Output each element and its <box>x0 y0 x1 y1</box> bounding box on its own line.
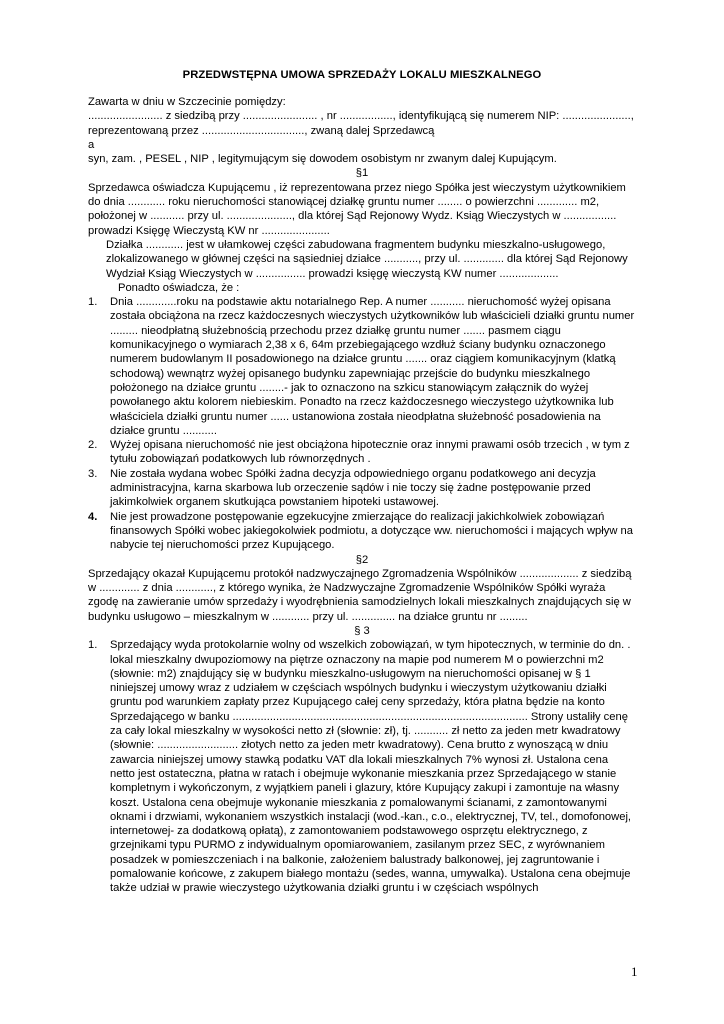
intro-line-1: Zawarta w dniu w Szczecinie pomiędzy: <box>88 96 286 108</box>
item-number: 1. <box>88 296 98 309</box>
intro-and: a <box>88 138 95 151</box>
section-1-paragraph-2: Działka ............ jest w ułamkowej części zabudowana fragmentem budynku mieszkalno-usługowego, zlokalizowanego w głównej części na sąsiedniej działce ..........., przy ul. ............. dla której Sąd Rejonowy Wydział Ksiąg Wieczystych w ................ prowadzi księgę wieczystą KW numer ................... <box>106 238 628 280</box>
item-text: Sprzedający wyda protokolarnie wolny od wszelkich zobowiązań, w tym hipotecznych, w terminie do dn. . lokal mieszkalny dwupoziomowy na piętrze oznaczony na mapie pod numerem M o powierzchni m2 (słownie: m2) znajdujący się w budynku mieszkalno-usługowym na nieruchomości opisanej w § 1 niniejszej umowy wraz z udziałem w częściach wspólnych budynku i wieczystym użytkowaniu działki gruntu pod warunkiem zapłaty przez Kupującego całej ceny sprzedaży, która płatna będzie na konto Sprzedającego w banku ............................................................................................... Strony ustaliły cenę za cały lokal mieszkalny w wysokości netto zł (słownie: zł), tj. ........... zł netto za jeden metr kwadratowy (słownie: .......................... złotych netto za jeden metr kwadratowy). Cena brutto z wynoszącą w dniu zawarcia niniejszej umowy stawką podatku VAT dla lokali mieszkalnych 7% wynosi zł. Ustalona cena netto jest ostateczna, płatna w ratach i obejmuje wykonanie mieszkania przez Sprzedającego w stanie kompletnym i wykończonym, z wyjątkiem paneli i glazury, które Kupujący zakupi i zamontuje na własny koszt. Ustalona cena obejmuje wykonanie mieszkania z pomalowanymi ścianami, z zamontowanymi oknami i drzwiami, wykonaniem wszystkich instalacji (wod.-kan., c.o., elektrycznej, TV, tel., domofonowej, internetowej- za dodatkową opłatą), z zamontowaniem podstawowego osprzętu elektrycznego, z grzejnikami typu PURMO z indywidualnym opomiarowaniem, zasilanym przez SEC, z wyrównaniem posadzek w pomieszczeniach i na balkonie, założeniem balustrady balkonowej, jej zagruntowanie i pomalowanie końcowe, z zakupem białego montażu (sedes, wanna, umywalka). Ustalona cena obejmuje także udział w prawie wieczystego użytkowania działki gruntu i w częściach wspólnych <box>110 639 632 895</box>
item-number: 2. <box>88 439 98 452</box>
item-number: 1. <box>88 639 98 652</box>
section-3-item-1 <box>88 638 636 895</box>
document-title: PRZEDWSTĘPNA UMOWA SPRZEDAŻY LOKALU MIESZKALNEGO <box>182 69 542 81</box>
item-text: Wyżej opisana nieruchomość nie jest obciążona hipotecznie oraz innymi prawami osób trzecich , w tym z tytułu zobowiązań podatkowych lub równorzędnych . <box>110 439 630 466</box>
intro-seller: ........................ z siedzibą przy ........................ , nr ................., identyfikującą się numerem NIP: ......................, reprezentowaną przez ................................., zwaną dalej Sprzedawcą <box>88 110 634 137</box>
page-number: 1 <box>631 964 638 979</box>
section-1-heading: §1 <box>355 167 369 180</box>
section-2-heading: §2 <box>355 553 369 566</box>
item-text: Dnia .............roku na podstawie aktu notarialnego Rep. A numer ........... nieruchomość wyżej opisana została obciążona na rzecz każdoczesnych wieczystych użytkowników lub właścicieli działki gruntu numer ......... nieodpłatną służebnością przechodu przez działkę gruntu numer ....... pasmem ciągu komunikacyjnego o wymiarach 2,38 x 6, 64m przebiegającego wzdłuż ściany budynku oznaczonego numerem budowlanym II posadowionego na działce gruntu ....... oraz ciągiem komunikacyjnym (klatką schodową) wewnątrz wyżej opisanego budynku zapewniając przejście do budynku mieszkalnego położonego na działce gruntu ........- jak to oznaczono na szkicu stanowiącym załącznik do wyżej powołanego aktu kolorem niebieskim. Ponadto na rzecz każdoczesnego wieczystego użytkownika lub właściciela działki gruntu numer ...... ustanowiona została nieodpłatna służebność posadowienia na działce gruntu ........... <box>110 296 635 437</box>
section-3-heading: § 3 <box>354 624 370 637</box>
item-number: 3. <box>88 467 98 480</box>
item-text: Nie została wydana wobec Spółki żadna decyzja odpowiedniego organu podatkowego ani decyzja administracyjna, karna skarbowa lub orzeczenie sądów i nie toczy się żadne postępowanie przed jakimkolwiek organem skutkująca powstaniem hipoteki ustawowej. <box>110 467 596 509</box>
document-body <box>88 95 636 896</box>
section-1-paragraph-1: Sprzedawca oświadcza Kupującemu , iż reprezentowana przez niego Spółka jest wieczystym użytkownikiem do dnia ............ roku nieruchomości stanowiącej działkę gruntu numer ........ o powierzchni ............. m2, położonej w ........... przy ul. ....................., dla której Sąd Rejonowy Wydz. Ksiąg Wieczystych w ................. prowadzi Księgę Wieczystą KW nr ...................... <box>88 181 626 237</box>
section-1-item-1 <box>88 295 636 438</box>
section-1-item-4 <box>88 510 636 553</box>
section-1-paragraph-3: Ponadto oświadcza, że : <box>118 281 240 294</box>
intro-buyer: syn, zam. , PESEL , NIP , legitymującym się dowodem osobistym nr zwanym dalej Kupującym. <box>88 153 557 166</box>
item-text: Nie jest prowadzone postępowanie egzekucyjne zmierzające do realizacji jakichkolwiek zobowiązań finansowych Spółki wobec jakiegokolwiek podmiotu, a dotyczące ww. nieruchomości i mających wpływ na nabycie tej nieruchomości przez Kupującego. <box>110 510 633 552</box>
section-1-item-2 <box>88 438 636 467</box>
item-number: 4. <box>88 510 98 523</box>
section-2-paragraph: Sprzedający okazał Kupującemu protokół nadzwyczajnego Zgromadzenia Wspólników ................... z siedzibą w ............. z dnia ............, z którego wynika, że Nadzwyczajne Zgromadzenie Wspólników Spółki wyraża zgodę na zawieranie umów sprzedaży i wyodrębnienia samodzielnych lokali mieszkalnych znajdujących się w budynku usługowo – mieszkalnym w ............ przy ul. .............. na działce gruntu nr ......... <box>88 567 632 623</box>
section-1-item-3 <box>88 467 636 510</box>
